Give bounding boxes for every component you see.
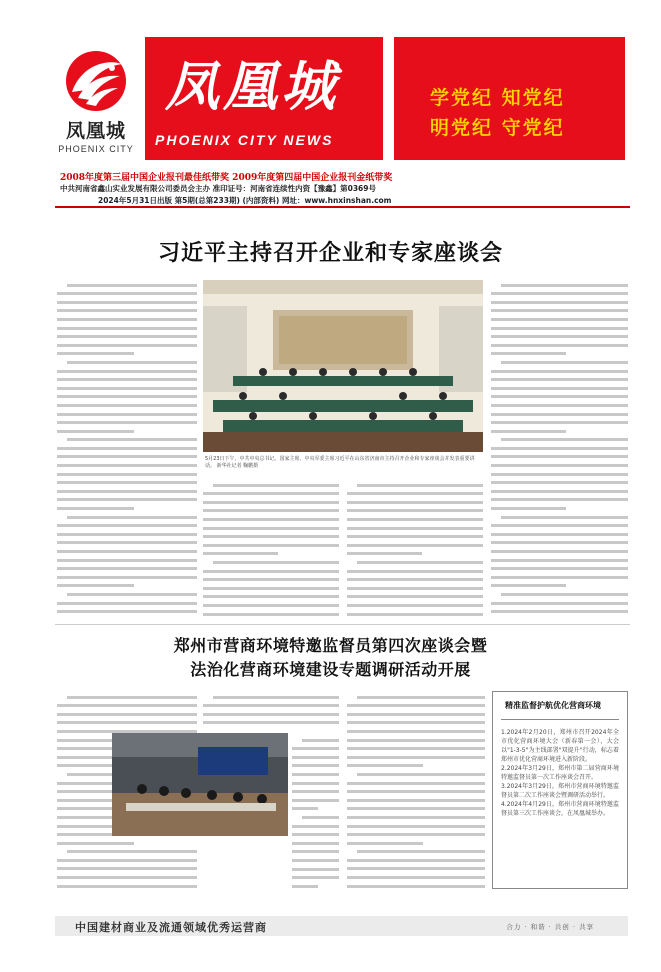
text-line-placeholder (302, 816, 339, 819)
text-line-placeholder (491, 464, 628, 467)
logo-english-text: PHOENIX CITY (58, 144, 134, 154)
article1-column-4 (491, 278, 628, 616)
text-line-placeholder (292, 850, 339, 853)
text-line-placeholder (292, 782, 339, 785)
meeting-photo (203, 280, 483, 452)
text-line-placeholder (57, 550, 197, 553)
text-line-placeholder (203, 518, 339, 521)
text-line-placeholder (203, 535, 339, 538)
text-line-placeholder (213, 696, 339, 699)
text-line-placeholder (501, 593, 628, 596)
text-line-placeholder (347, 721, 485, 724)
footer-slogan: 中国建材商业及流通领域优秀运营商 (75, 921, 267, 934)
text-line-placeholder (491, 344, 628, 347)
text-line-placeholder (57, 524, 197, 527)
text-line-placeholder (57, 584, 134, 587)
text-line-placeholder (57, 498, 197, 501)
text-line-placeholder (57, 309, 197, 312)
text-line-placeholder (347, 807, 485, 810)
text-line-placeholder (292, 825, 339, 828)
text-line-placeholder (57, 352, 134, 355)
text-line-placeholder (57, 335, 197, 338)
text-line-placeholder (491, 378, 628, 381)
text-line-placeholder (347, 587, 483, 590)
text-line-placeholder (57, 713, 197, 716)
text-line-placeholder (57, 602, 197, 605)
issue-info: 2024年5月31日出版 第5期(总第233期) (内部资料) 网址：www.hnxinshan.com (98, 196, 392, 205)
text-line-placeholder (57, 413, 197, 416)
text-line-placeholder (57, 721, 197, 724)
text-line-placeholder (67, 284, 197, 287)
text-line-placeholder (203, 595, 339, 598)
text-line-placeholder (347, 552, 422, 555)
slogan-line-2: 明党纪 守党纪 (430, 117, 565, 139)
text-line-placeholder (203, 613, 339, 616)
text-line-placeholder (491, 550, 628, 553)
info-sidebox (492, 691, 628, 889)
sidebox-rule (501, 719, 619, 720)
text-line-placeholder (491, 490, 628, 493)
article1-column-1 (57, 278, 197, 616)
text-line-placeholder (292, 807, 318, 810)
text-line-placeholder (347, 713, 485, 716)
text-line-placeholder (57, 387, 197, 390)
text-line-placeholder (491, 447, 628, 450)
text-line-placeholder (57, 404, 197, 407)
text-line-placeholder (347, 867, 485, 870)
newspaper-title-cn: 凤凰城 (165, 55, 339, 118)
text-line-placeholder (491, 404, 628, 407)
text-line-placeholder (491, 395, 628, 398)
slogan-line-1: 学党纪 知党纪 (430, 87, 565, 109)
text-line-placeholder (347, 833, 485, 836)
second-headline-line-2: 法治化营商环境建设专题调研活动开展 (190, 660, 471, 679)
text-line-placeholder (57, 885, 197, 888)
text-line-placeholder (347, 595, 483, 598)
sidebox-item: 3.2024年3月29日，郑州市营商环境特邀监督员第二次工作座谈会暨调研活动举行。 (501, 783, 619, 799)
text-line-placeholder (347, 825, 485, 828)
text-line-placeholder (491, 455, 628, 458)
text-line-placeholder (357, 484, 483, 487)
text-line-placeholder (491, 507, 566, 510)
text-line-placeholder (292, 790, 339, 793)
text-line-placeholder (67, 850, 197, 853)
text-line-placeholder (57, 842, 134, 845)
text-line-placeholder (292, 833, 339, 836)
text-line-placeholder (57, 421, 197, 424)
text-line-placeholder (57, 867, 197, 870)
text-line-placeholder (491, 318, 628, 321)
text-line-placeholder (57, 541, 197, 544)
text-line-placeholder (203, 509, 339, 512)
text-line-placeholder (292, 747, 339, 750)
text-line-placeholder (357, 850, 485, 853)
text-line-placeholder (57, 533, 197, 536)
text-line-placeholder (491, 335, 628, 338)
text-line-placeholder (347, 764, 423, 767)
text-line-placeholder (347, 544, 483, 547)
text-line-placeholder (347, 501, 483, 504)
photo-caption: 5月23日下午，中共中央总书记、国家主席、中央军委主席习近平在山东省济南市主持召开企业和专家座谈会并发表重要讲话。 新华社记者 鞠鹏摄 (205, 456, 475, 469)
second-headline (0, 634, 661, 682)
text-line-placeholder (57, 507, 134, 510)
text-line-placeholder (57, 395, 197, 398)
sidebox-item: 2.2024年3月29日，郑州市第二届营商环境特邀监督员第一次工作座谈会召开。 (501, 765, 619, 781)
text-line-placeholder (57, 567, 197, 570)
text-line-placeholder (491, 413, 628, 416)
text-line-placeholder (67, 516, 197, 519)
text-line-placeholder (501, 438, 628, 441)
text-line-placeholder (57, 490, 197, 493)
text-line-placeholder (347, 492, 483, 495)
text-line-placeholder (347, 790, 485, 793)
text-line-placeholder (57, 610, 197, 613)
text-line-placeholder (57, 576, 197, 579)
text-line-placeholder (292, 885, 318, 888)
article1-column-3 (347, 478, 483, 616)
text-line-placeholder (302, 739, 339, 742)
slogan-box (394, 37, 625, 160)
text-line-placeholder (491, 610, 628, 613)
text-line-placeholder (57, 876, 197, 879)
text-line-placeholder (67, 361, 197, 364)
text-line-placeholder (491, 301, 628, 304)
text-line-placeholder (203, 552, 278, 555)
text-line-placeholder (357, 773, 485, 776)
text-line-placeholder (292, 799, 339, 802)
text-line-placeholder (347, 739, 485, 742)
text-line-placeholder (491, 421, 628, 424)
sidebox-item: 1.2024年2月20日，郑州市召开2024年全市优化营商环境大会（新春第一会），大会以"1-3-5"为主线部署"双提升"行动，标志着郑州市优化营商环境进入新阶段。 (501, 729, 619, 763)
text-line-placeholder (491, 352, 566, 355)
text-line-placeholder (57, 447, 197, 450)
text-line-placeholder (292, 868, 339, 871)
text-line-placeholder (57, 859, 197, 862)
text-line-placeholder (347, 799, 485, 802)
text-line-placeholder (347, 604, 483, 607)
text-line-placeholder (347, 885, 485, 888)
text-line-placeholder (501, 516, 628, 519)
text-line-placeholder (57, 344, 197, 347)
text-line-placeholder (57, 704, 197, 707)
text-line-placeholder (491, 473, 628, 476)
text-line-placeholder (57, 370, 197, 373)
text-line-placeholder (491, 584, 566, 587)
text-line-placeholder (213, 561, 339, 564)
text-line-placeholder (67, 696, 197, 699)
text-line-placeholder (491, 602, 628, 605)
text-line-placeholder (491, 327, 628, 330)
newspaper-title-en: PHOENIX CITY NEWS (155, 132, 334, 148)
text-line-placeholder (57, 378, 197, 381)
phoenix-bird-icon (60, 48, 132, 114)
article2-column-2 (203, 690, 339, 730)
text-line-placeholder (203, 713, 339, 716)
text-line-placeholder (491, 387, 628, 390)
text-line-placeholder (347, 704, 485, 707)
text-line-placeholder (357, 696, 485, 699)
text-line-placeholder (203, 704, 339, 707)
masthead-divider (55, 206, 630, 208)
text-line-placeholder (203, 501, 339, 504)
text-line-placeholder (57, 292, 197, 295)
text-line-placeholder (67, 593, 197, 596)
text-line-placeholder (203, 570, 339, 573)
text-line-placeholder (203, 578, 339, 581)
main-headline: 习近平主持召开企业和专家座谈会 (157, 240, 503, 266)
text-line-placeholder (491, 524, 628, 527)
text-line-placeholder (57, 301, 197, 304)
footer-bar (55, 916, 628, 936)
text-line-placeholder (491, 370, 628, 373)
text-line-placeholder (491, 576, 628, 579)
logo-chinese-text: 凤凰城 (65, 120, 126, 142)
phoenix-logo (48, 48, 144, 160)
text-line-placeholder (57, 481, 197, 484)
text-line-placeholder (57, 430, 134, 433)
second-headline-line-1: 郑州市营商环境特邀监督员第四次座谈会暨 (173, 636, 488, 655)
text-line-placeholder (292, 876, 339, 879)
text-line-placeholder (491, 559, 628, 562)
text-line-placeholder (57, 455, 197, 458)
sidebox-title: 精准监督护航优化营商环境 (505, 701, 601, 710)
text-line-placeholder (491, 309, 628, 312)
text-line-placeholder (203, 587, 339, 590)
text-line-placeholder (57, 327, 197, 330)
text-line-placeholder (491, 481, 628, 484)
text-line-placeholder (347, 578, 483, 581)
text-line-placeholder (57, 559, 197, 562)
article2-column-3 (347, 690, 485, 890)
text-line-placeholder (292, 764, 339, 767)
text-line-placeholder (347, 509, 483, 512)
footer-motto: 合力 · 和谐 · 共创 · 共享 (506, 923, 594, 931)
text-line-placeholder (67, 438, 197, 441)
text-line-placeholder (491, 533, 628, 536)
text-line-placeholder (491, 567, 628, 570)
text-line-placeholder (347, 816, 485, 819)
text-line-placeholder (347, 859, 485, 862)
text-line-placeholder (347, 842, 423, 845)
text-line-placeholder (347, 613, 483, 616)
newspaper-title-box (145, 37, 383, 160)
section-divider (55, 624, 630, 625)
text-line-placeholder (347, 535, 483, 538)
text-line-placeholder (347, 747, 485, 750)
text-line-placeholder (203, 604, 339, 607)
text-line-placeholder (347, 876, 485, 879)
text-line-placeholder (57, 473, 197, 476)
text-line-placeholder (292, 842, 339, 845)
text-line-placeholder (491, 498, 628, 501)
text-line-placeholder (347, 730, 485, 733)
text-line-placeholder (203, 544, 339, 547)
text-line-placeholder (213, 484, 339, 487)
text-line-placeholder (57, 318, 197, 321)
article1-column-2 (203, 478, 339, 616)
text-line-placeholder (501, 284, 628, 287)
article2-column-2b (292, 733, 339, 890)
text-line-placeholder (203, 492, 339, 495)
text-line-placeholder (347, 782, 485, 785)
text-line-placeholder (357, 561, 483, 564)
text-line-placeholder (57, 464, 197, 467)
seminar-photo (112, 733, 288, 836)
text-line-placeholder (491, 541, 628, 544)
text-line-placeholder (203, 721, 339, 724)
awards-line: 2008年度第三届中国企业报刊最佳纸带奖 2009年度第四届中国企业报刊金纸带奖 (60, 173, 393, 183)
sidebox-item: 4.2024年4月29日，郑州市营商环境特邀监督员第三次工作座谈会，在凤凰城举办。 (501, 801, 619, 817)
text-line-placeholder (347, 756, 485, 759)
text-line-placeholder (347, 527, 483, 530)
text-line-placeholder (347, 518, 483, 521)
text-line-placeholder (347, 570, 483, 573)
text-line-placeholder (491, 430, 566, 433)
text-line-placeholder (292, 859, 339, 862)
text-line-placeholder (491, 292, 628, 295)
text-line-placeholder (292, 756, 339, 759)
text-line-placeholder (501, 361, 628, 364)
text-line-placeholder (292, 773, 339, 776)
text-line-placeholder (203, 527, 339, 530)
publisher-info: 中共河南省鑫山实业发展有限公司委员会主办 准印证号：河南省连续性内资【豫鑫】第0369号 (60, 184, 376, 193)
